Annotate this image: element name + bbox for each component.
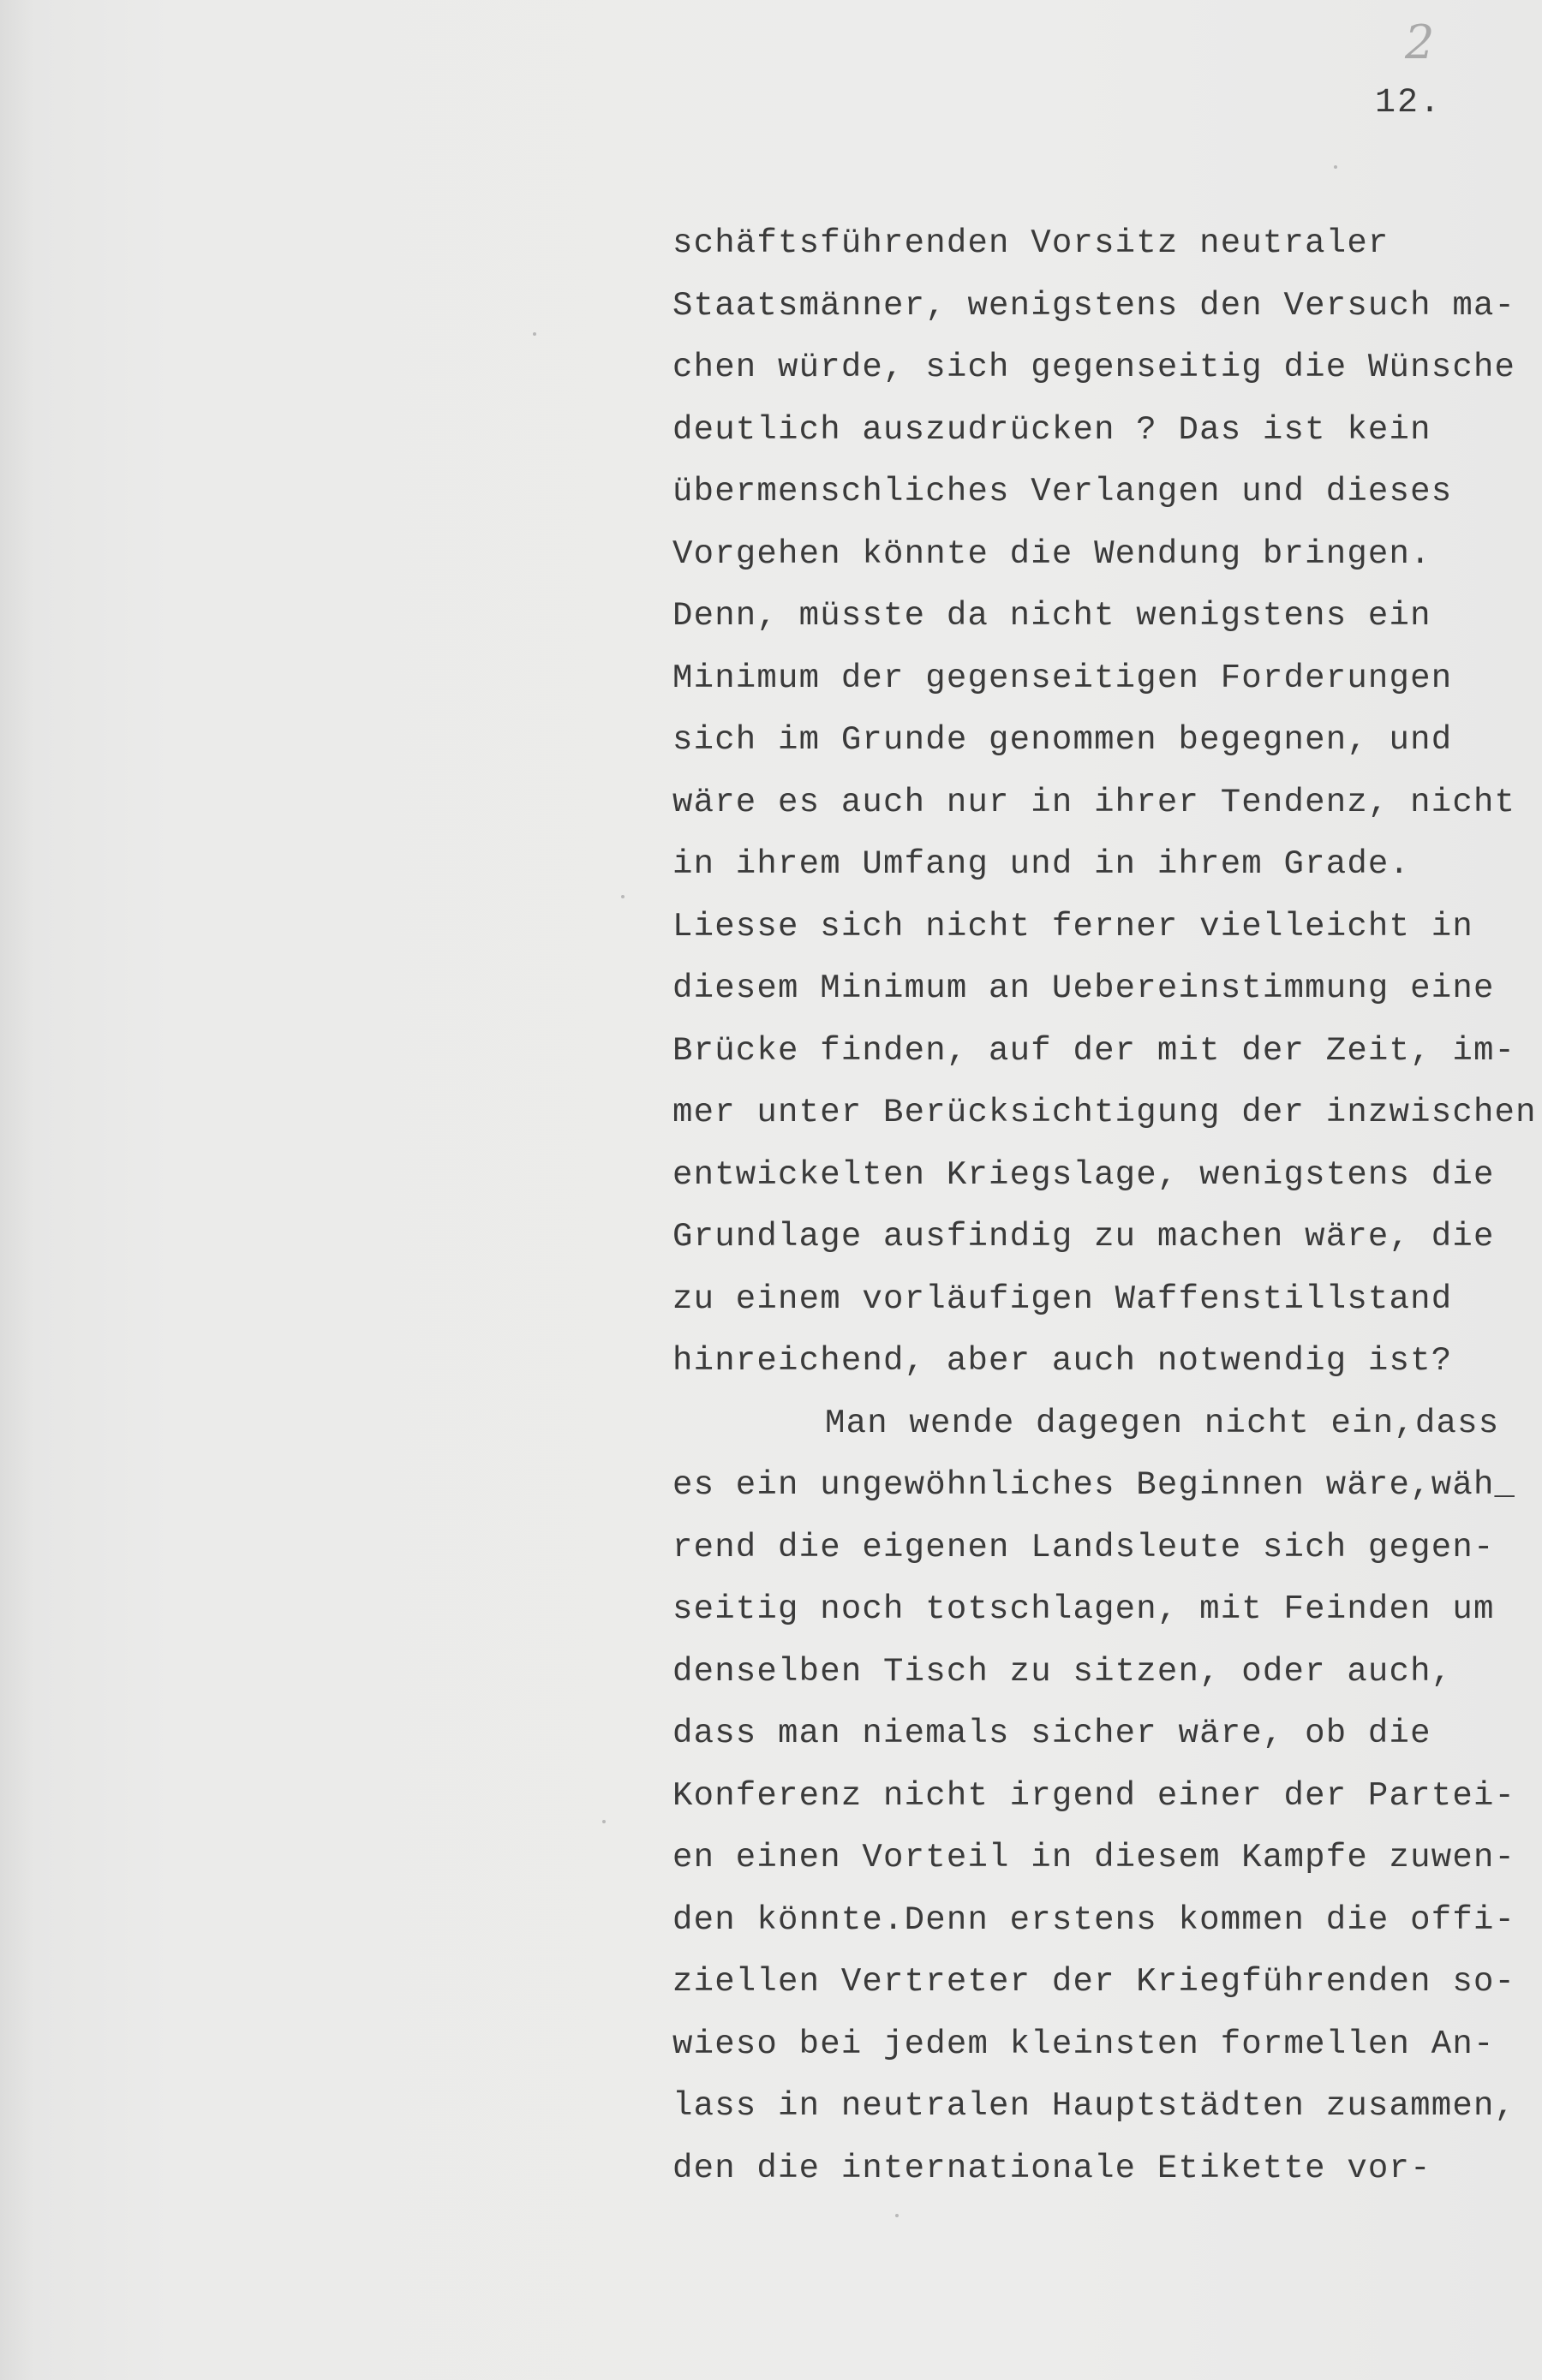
typewritten-text-block [672,212,1537,2199]
text-line: hinreichend, aber auch notwendig ist? [672,1342,1453,1380]
text-line: mer unter Berücksichtigung der inzwischen [672,1094,1537,1131]
text-line: Grundlage ausfindig zu machen wäre, die [672,1218,1495,1256]
text-line: übermenschliches Verlangen und dieses [672,473,1453,510]
text-line: seitig noch totschlagen, mit Feinden um [672,1590,1495,1628]
archive-page-mark: 2 [1405,15,1435,69]
text-line: Staatsmänner, wenigstens den Versuch ma- [672,286,1516,325]
text-line: ziellen Vertreter der Kriegführenden so- [672,1963,1516,2001]
text-line: Vorgehen könnte die Wendung bringen. [672,534,1431,573]
text-line: den könnte.Denn erstens kommen die offi- [672,1900,1516,1939]
page-number: 12. [1375,84,1443,122]
paper-speck [602,1820,606,1823]
text-line: rend die eigenen Landsleute sich gegen- [672,1528,1495,1566]
text-line: wieso bei jedem kleinsten formellen An- [672,2025,1495,2063]
text-line: entwickelten Kriegslage, wenigstens die [672,1155,1495,1194]
text-line: deutlich auszudrücken ? Das ist kein [672,410,1431,449]
paper-speck [621,895,625,898]
text-line: Liesse sich nicht ferner vielleicht in [672,907,1473,945]
paper-speck [1334,165,1337,169]
text-line: dass man niemals sicher wäre, ob die [672,1715,1431,1752]
text-line: den die internationale Etikette vor- [672,2149,1431,2187]
paper-speck [533,332,536,336]
text-line: schäftsführenden Vorsitz neutraler [672,224,1390,262]
text-line: zu einem vorläufigen Waffenstillstand [672,1279,1453,1318]
text-line: Denn, müsste da nicht wenigstens ein [672,597,1431,635]
text-line: denselben Tisch zu sitzen, oder auch, [672,1652,1453,1691]
text-line-paragraph-start: Man wende dagegen nicht ein,dass [825,1404,1500,1442]
text-line: Brücke finden, auf der mit der Zeit, im- [672,1031,1516,1070]
text-line: es ein ungewöhnliches Beginnen wäre,wäh_ [672,1466,1516,1504]
text-line: Minimum der gegenseitigen Forderungen [672,659,1453,697]
text-line: chen würde, sich gegenseitig die Wünsche [672,349,1516,386]
text-line: wäre es auch nur in ihrer Tendenz, nicht [672,783,1516,821]
text-line: diesem Minimum an Uebereinstimmung eine [672,969,1495,1007]
text-line: en einen Vorteil in diesem Kampfe zuwen- [672,1839,1516,1876]
text-line: lass in neutralen Hauptstädten zusammen, [672,2087,1516,2125]
text-line: in ihrem Umfang und in ihrem Grade. [672,845,1411,883]
text-line: Konferenz nicht irgend einer der Partei- [672,1776,1516,1815]
text-line: sich im Grunde genommen begegnen, und [672,721,1453,759]
paper-speck [895,2214,899,2217]
